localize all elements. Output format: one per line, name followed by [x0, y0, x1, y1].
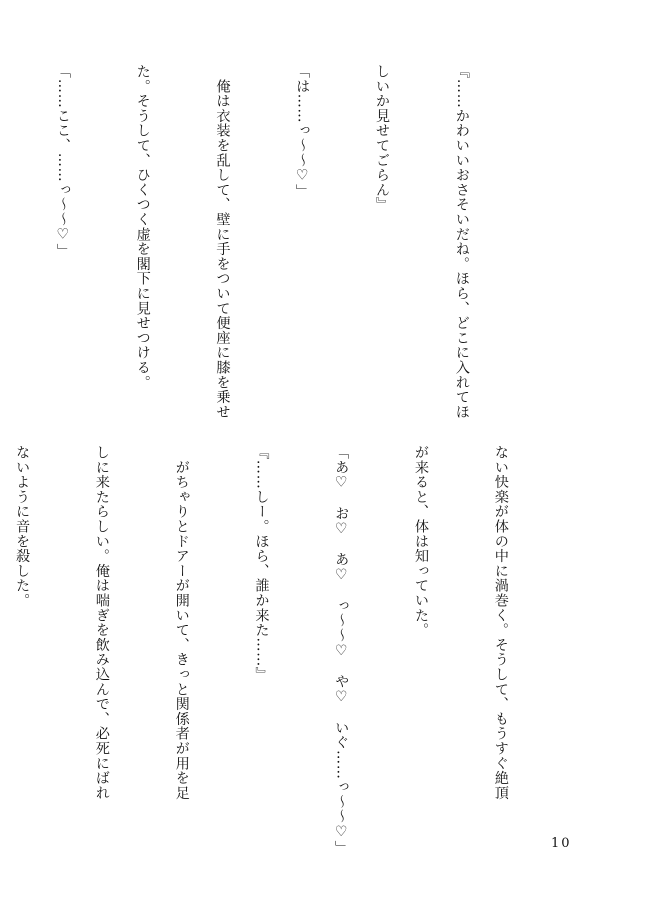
text-line: ないように音を殺した。 [14, 445, 31, 608]
text-line: ない快楽が体の中に渦巻く。そうして、もうすぐ絶頂 [492, 445, 509, 801]
text-line: しいか見せてごらん』 [374, 64, 391, 212]
text-line: が来ると、体は知っていた。 [413, 445, 430, 638]
text-line: 「は……っ～～♡」 [294, 64, 311, 199]
text-line: 「あ♡ お♡ あ♡ っ～～♡ や♡ いぐ……っ～～♡」 [333, 445, 350, 856]
text-line: た。そうして、ひくつく虚を閣下に見せつける。 [134, 64, 151, 390]
page-number: 10 [551, 836, 572, 851]
text-line: がちゃりとドアーが開いて、きっと関係者が用を足 [173, 445, 190, 801]
text-line: 『……しー。ほら、誰か来た……』 [253, 445, 270, 682]
text-line: 「……ここ、……っ～～♡」 [54, 64, 71, 259]
text-line: しに来たらしい。俺は喘ぎを飲み込んで、必死にばれ [93, 445, 110, 801]
text-block-upper [54, 64, 528, 436]
text-line: 俺は衣装を乱して、壁に手をついて便座に膝を乗せ [214, 64, 231, 420]
text-line: 『……かわいいおさそいだね。ほら、どこに入れてほ [453, 64, 470, 420]
